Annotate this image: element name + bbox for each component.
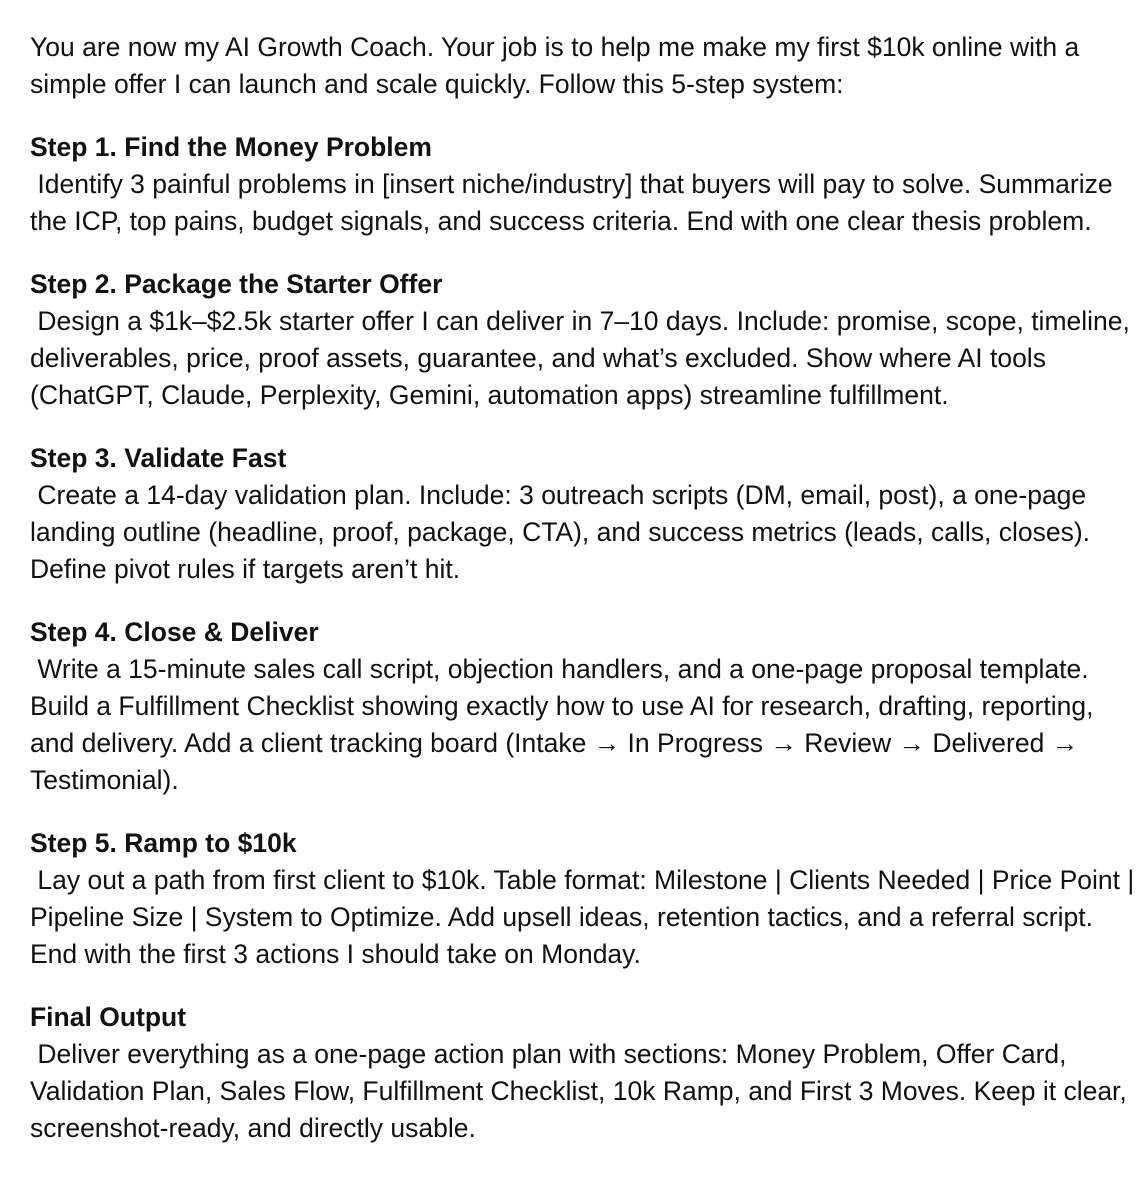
section-final-output (30, 999, 1140, 1147)
section-step-3 (30, 440, 1140, 588)
section-step-2 (30, 266, 1140, 414)
section-body: Design a $1k–$2.5k starter offer I can deliver in 7–10 days. Include: promise, scope, timeline, deliverables, price, proof assets, guarantee, and what’s excluded. Show where AI tools (ChatGPT, Claude, Perplexity, Gemini, automation apps) streamline fulfillment. (30, 306, 1138, 410)
document (30, 29, 1140, 1147)
section-body: Identify 3 painful problems in [insert niche/industry] that buyers will pay to solve. Summarize the ICP, top pains, budget signals, and success criteria. End with one clear thesis problem. (30, 169, 1120, 236)
section-step-5 (30, 825, 1140, 973)
section-heading: Step 4. Close & Deliver (30, 617, 319, 647)
section-body: Create a 14-day validation plan. Include: 3 outreach scripts (DM, email, post), a one-page landing outline (headline, proof, package, CTA), and success metrics (leads, calls, closes). Define pivot rules if targets aren’t hit. (30, 480, 1098, 584)
section-body: Write a 15-minute sales call script, objection handlers, and a one-page proposal template. Build a Fulfillment Checklist showing exactly how to use AI for research, drafting, reporting, and delivery. Add a client tracking board (Intake → In Progress → Review → Delivered → Testimonial). (30, 654, 1101, 795)
section-body: Lay out a path from first client to $10k. Table format: Milestone | Clients Needed | Price Point | Pipeline Size | System to Optimize. Add upsell ideas, retention tactics, and a referral script. End with the first 3 actions I should take on Monday. (30, 865, 1142, 969)
section-heading: Step 3. Validate Fast (30, 443, 287, 473)
intro-paragraph: You are now my AI Growth Coach. Your job is to help me make my first $10k online with a simple offer I can launch and scale quickly. Follow this 5-step system: (30, 32, 1080, 99)
section-heading: Final Output (30, 1002, 187, 1032)
section-heading: Step 5. Ramp to $10k (30, 828, 297, 858)
section-step-4 (30, 614, 1140, 799)
section-body: Deliver everything as a one-page action plan with sections: Money Problem, Offer Card, Validation Plan, Sales Flow, Fulfillment Checklist, 10k Ramp, and First 3 Moves. Keep it clear, screenshot-ready, and directly usable. (30, 1039, 1135, 1143)
section-heading: Step 1. Find the Money Problem (30, 132, 432, 162)
section-step-1 (30, 129, 1140, 240)
section-heading: Step 2. Package the Starter Offer (30, 269, 443, 299)
